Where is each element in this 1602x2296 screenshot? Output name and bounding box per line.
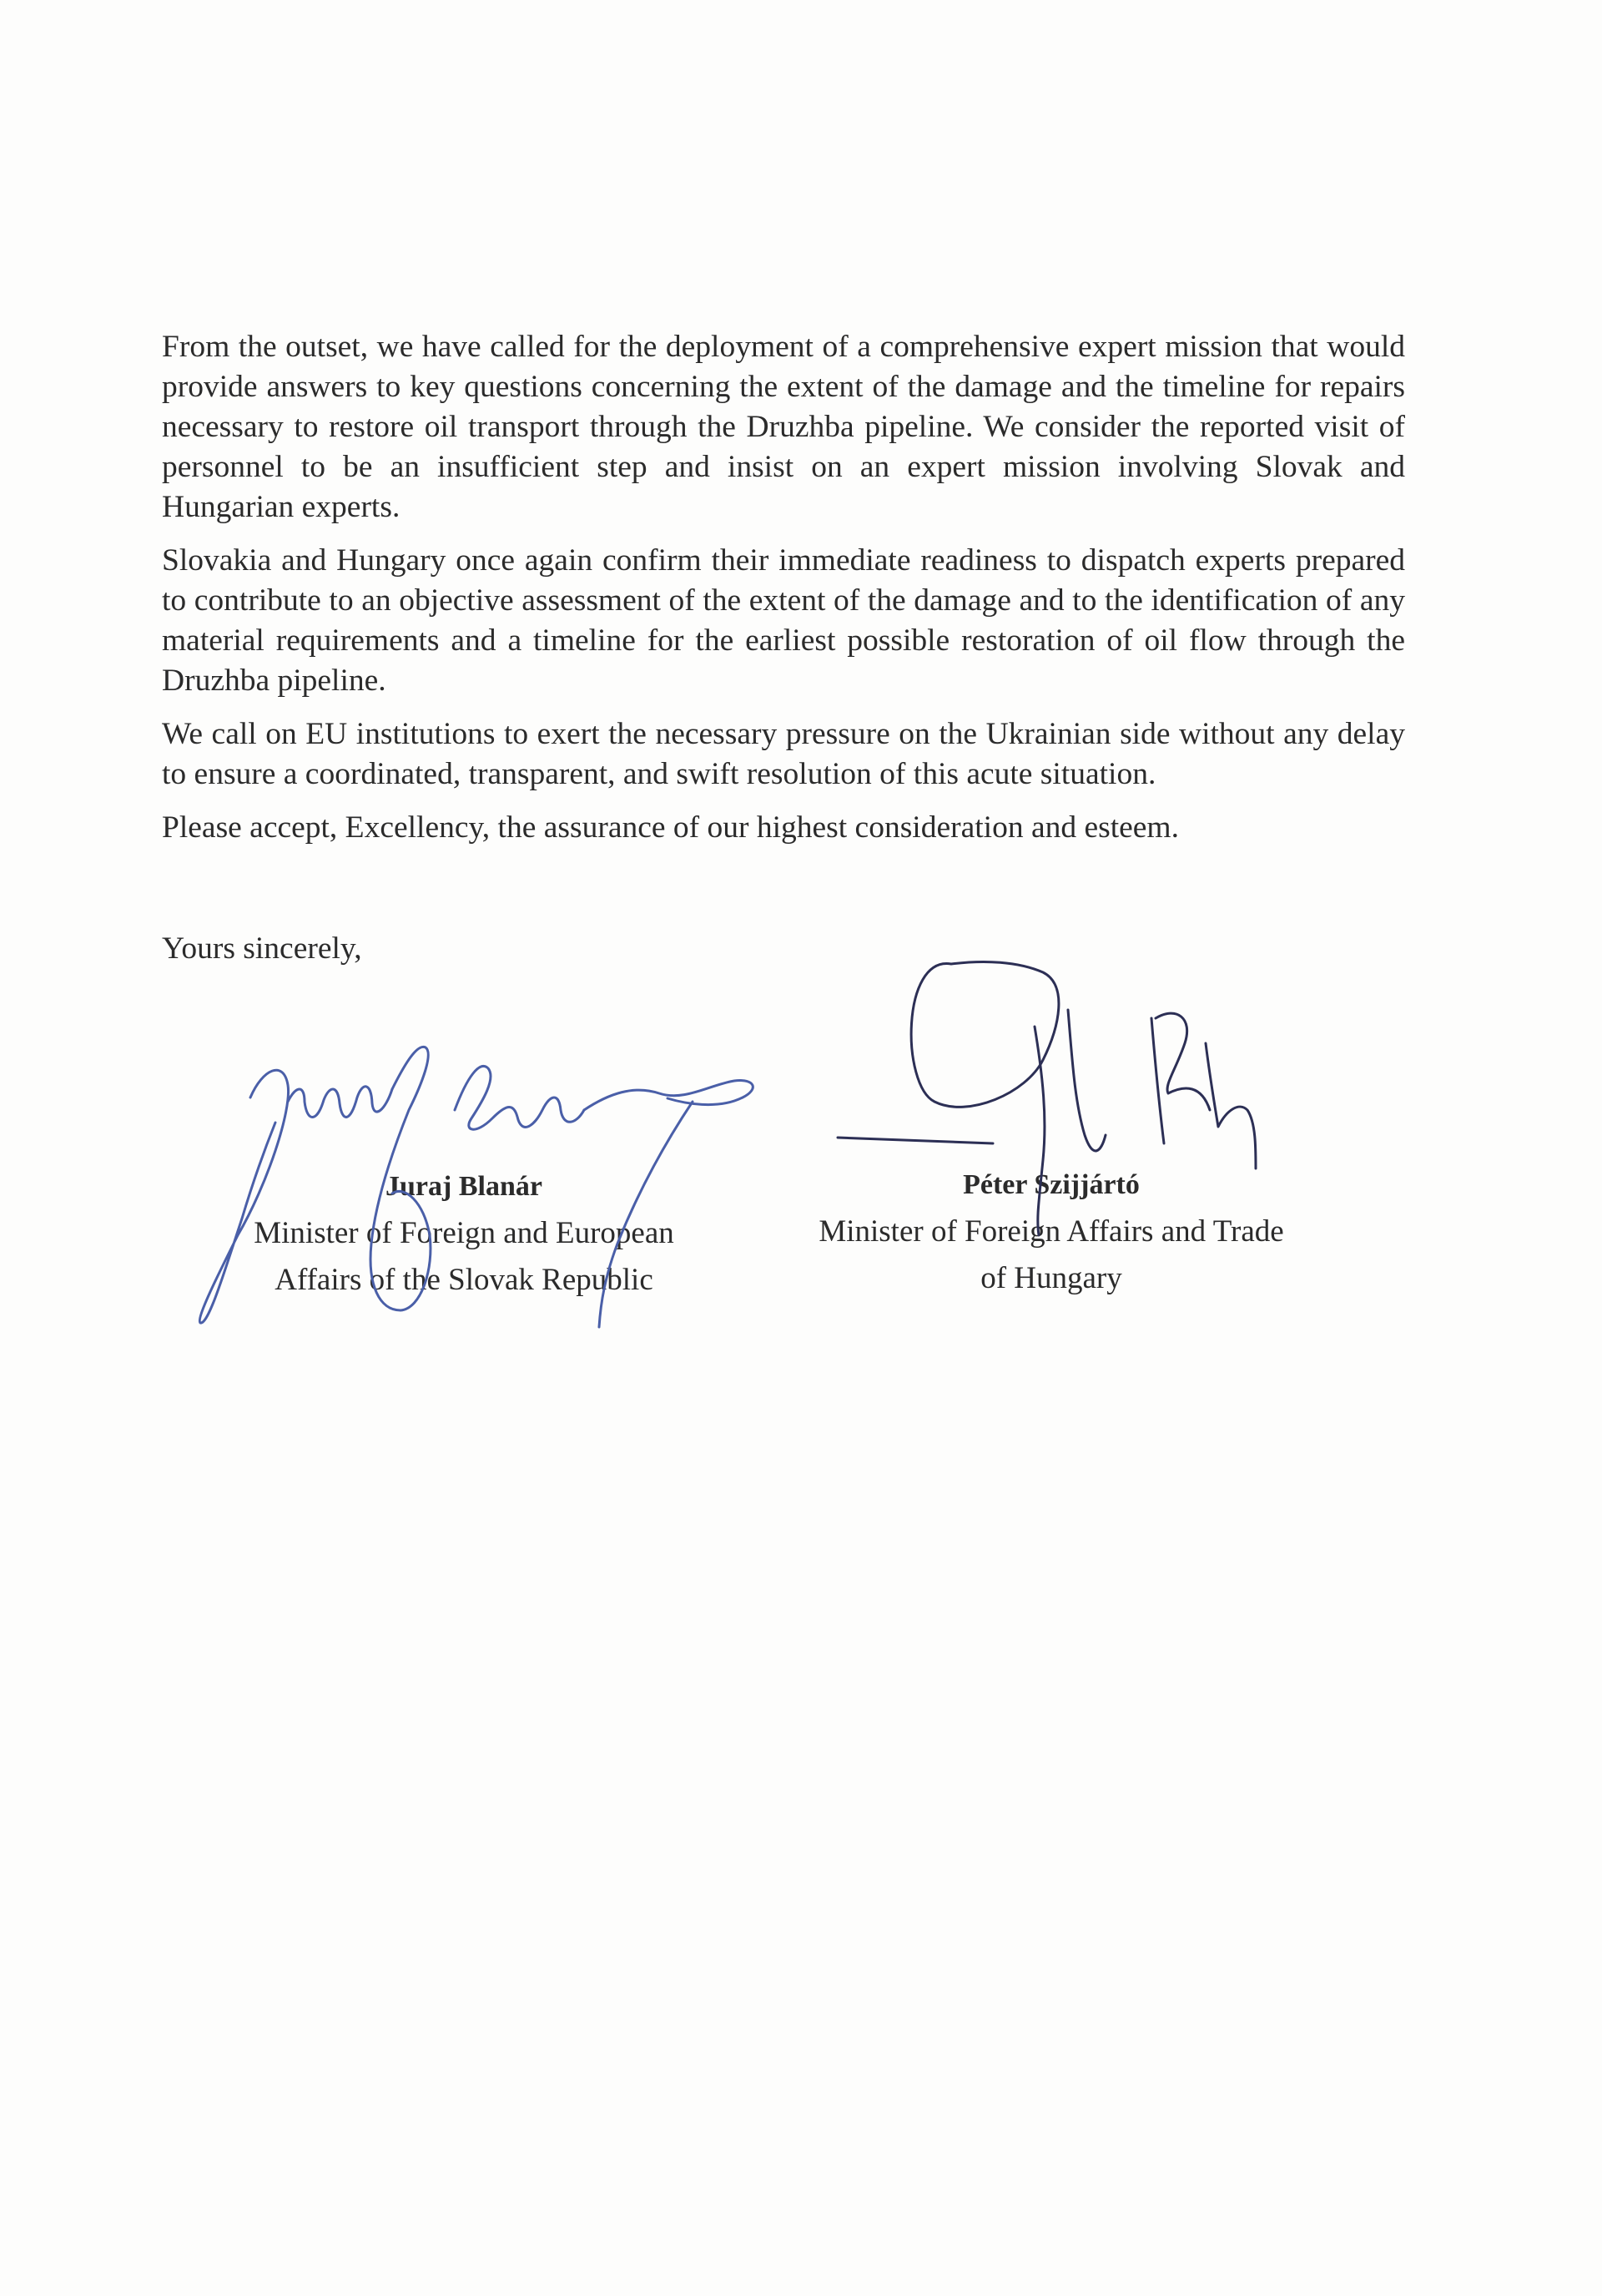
signature-stroke — [584, 1081, 753, 1110]
paragraph-3: We call on EU institutions to exert the necessary pressure on the Ukrainian side without any delay to ensure a coordinated, transparent, and swift resolution of this acute situation. — [162, 717, 1405, 791]
signatory-title-line-1: Minister of Foreign and European — [254, 1216, 674, 1250]
signatory-hungary — [784, 1162, 1318, 1302]
letter-body — [162, 327, 1405, 861]
signatory-title-line-2: of Hungary — [980, 1261, 1122, 1295]
signatory-title-line-1: Minister of Foreign Affairs and Trade — [819, 1214, 1284, 1249]
signature-stroke — [1151, 1018, 1164, 1143]
signature-stroke — [911, 961, 1059, 1107]
signature-stroke — [288, 1087, 392, 1118]
signatory-name: Péter Szijjártó — [963, 1169, 1140, 1200]
signatory-title-line-2: Affairs of the Slovak Republic — [275, 1263, 653, 1297]
paragraph-1: From the outset, we have called for the deployment of a comprehensive expert mission that would provide answers to key questions concerning the extent of the damage and the timeline for repairs necessary to restore oil transport through the Druzhba pipeline. We consider the reported visit of personnel to be an insufficient step and insist on an expert mission involving Slovak and Hungarian experts. — [162, 330, 1405, 524]
signature-stroke — [1068, 1010, 1106, 1151]
paragraph-4: Please accept, Excellency, the assurance of our highest consideration and esteem. — [162, 810, 1179, 845]
signatory-slovakia — [197, 1163, 731, 1304]
signature-stroke — [1156, 1013, 1210, 1110]
signatory-name: Juraj Blanár — [385, 1171, 542, 1202]
signature-stroke — [1206, 1043, 1256, 1168]
signature-stroke — [455, 1066, 584, 1129]
paragraph-2: Slovakia and Hungary once again confirm their immediate readiness to dispatch experts prepared to contribute to an objective assessment of the extent of the damage and to the identification of any material requirements and a timeline for the earliest possible restoration of oil flow through the Druzhba pipeline. — [162, 543, 1405, 698]
closing-salutation: Yours sincerely, — [162, 931, 362, 966]
signature-stroke — [838, 1138, 993, 1143]
